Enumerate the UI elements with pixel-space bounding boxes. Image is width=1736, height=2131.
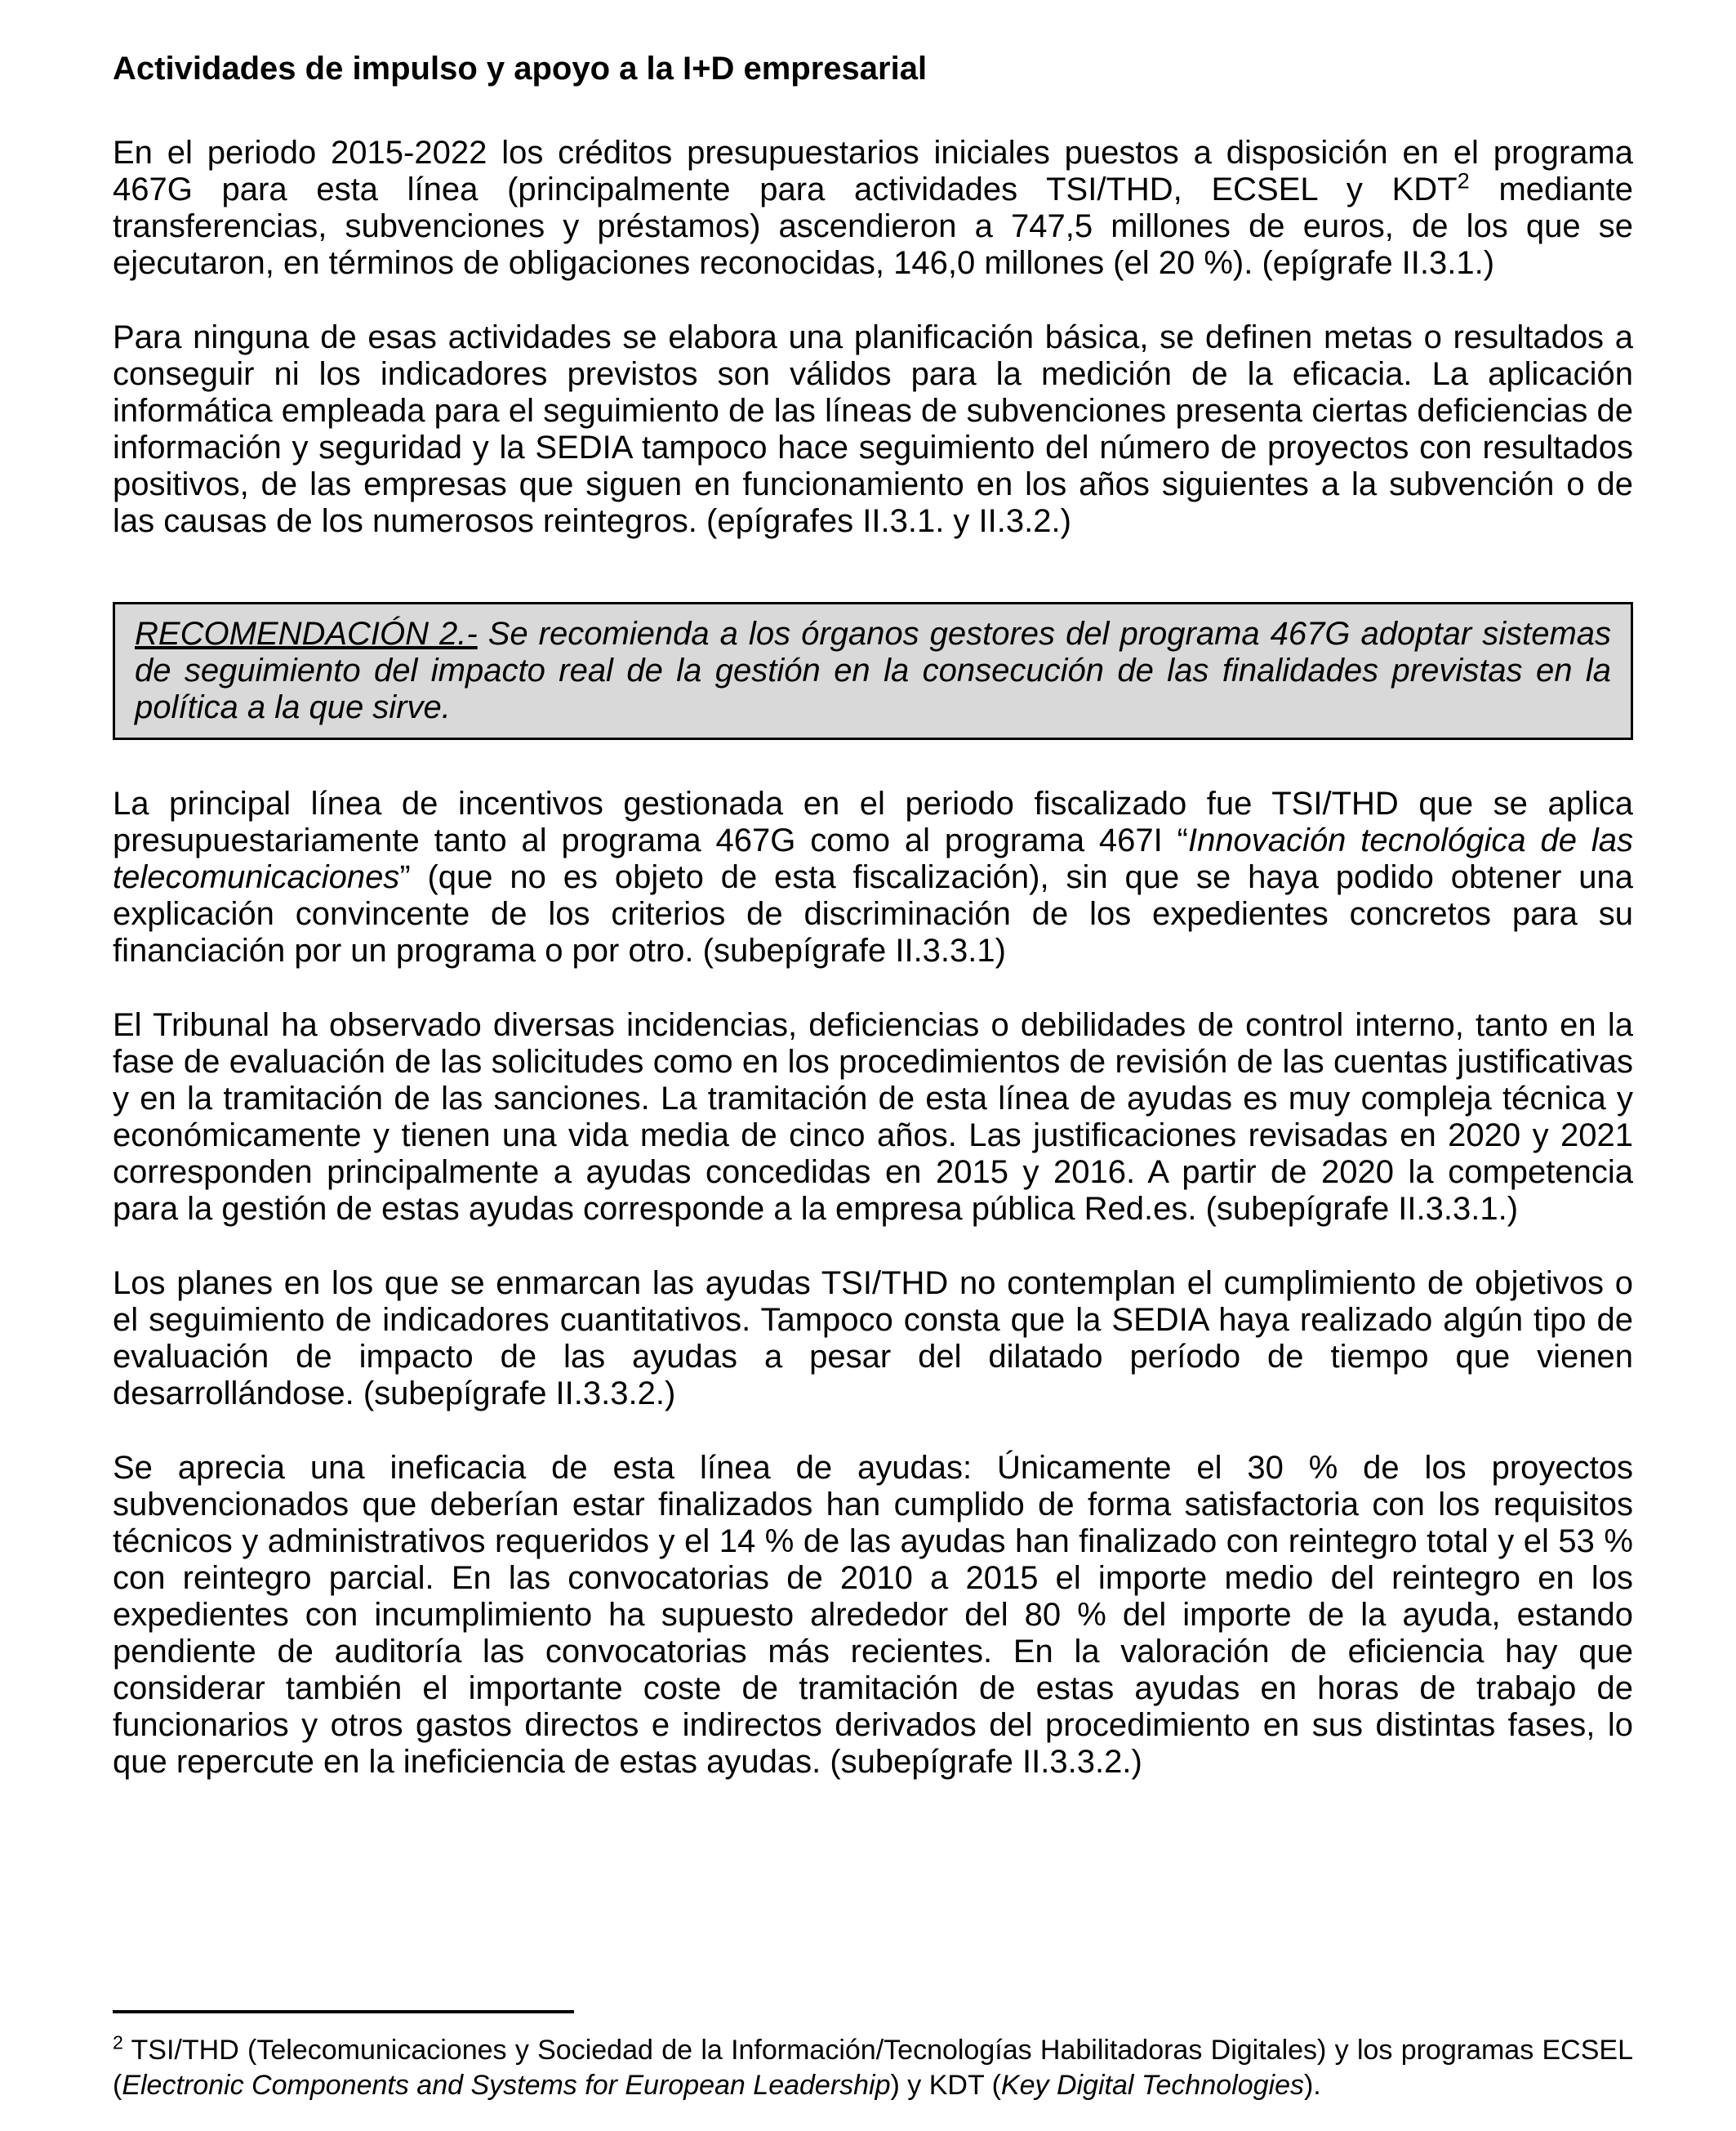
footnote-area [113,2010,1633,2103]
paragraph-tsi-thd-line: La principal línea de incentivos gestionada en el periodo fiscalizado fue TSI/THD que se aplica presupuestariamente tanto al programa 467G como al programa 467I “Innovación tecnológica de las telecomunicaciones” (que no es objeto de esta fiscalización), sin que se haya podido obtener una explicación convincente de los criterios de discriminación de los expedientes concretos para su financiación por un programa o por otro. (subepígrafe II.3.3.1) [113,786,1633,969]
paragraph-planning-deficiencies: Para ninguna de esas actividades se elabora una planificación básica, se definen metas o resultados a conseguir ni los indicadores previstos son válidos para la medición de la eficacia. La aplicación informática empleada para el seguimiento de las líneas de subvenciones presenta ciertas deficiencias de información y seguridad y la SEDIA tampoco hace seguimiento del número de proyectos con resultados positivos, de las empresas que siguen en funcionamiento en los años siguientes a la subvención o de las causas de los numerosos reintegros. (epígrafes II.3.1. y II.3.2.) [113,319,1633,539]
footnote-separator [113,2010,574,2013]
paragraph-budget-credits: En el periodo 2015-2022 los créditos presupuestarios iniciales puestos a disposición en el programa 467G para esta línea (principalmente para actividades TSI/THD, ECSEL y KDT$^2$ mediante transferencias, subvenciones y préstamos) ascendieron a 747,5 millones de euros, de los que se ejecutaron, en términos de obligaciones reconocidas, 146,0 millones (el 20 %). (epígrafe II.3.1.) [113,135,1633,281]
paragraph-internal-control: El Tribunal ha observado diversas incidencias, deficiencias o debilidades de control interno, tanto en la fase de evaluación de las solicitudes como en los procedimientos de revisión de las cuentas justificativas y en la tramitación de las sanciones. La tramitación de esta línea de ayudas es muy compleja técnica y económicamente y tienen una vida media de cinco años. Las justificaciones revisadas en 2020 y 2021 corresponden principalmente a ayudas concedidas en 2015 y 2016. A partir de 2020 la competencia para la gestión de estas ayudas corresponde a la empresa pública Red.es. (subepígrafe II.3.3.1.) [113,1007,1633,1227]
footnote-2: $^2$ TSI/THD (Telecomunicaciones y Sociedad de la Información/Tecnologías Habilitadoras Digitales) y los programas ECSEL (Electronic Components and Systems for European Leadership) y KDT (Key Digital Technologies). [113,2031,1633,2101]
paragraph-inefficiency-assessment: Se aprecia una ineficacia de esta línea de ayudas: Únicamente el 30 % de los proyectos subvencionados que deberían estar finalizados han cumplido de forma satisfactoria con los requisitos técnicos y administrativos requeridos y el 14 % de las ayudas han finalizado con reintegro total y el 53 % con reintegro parcial. En las convocatorias de 2010 a 2015 el importe medio del reintegro en los expedientes con incumplimiento ha supuesto alrededor del 80 % del importe de la ayuda, estando pendiente de auditoría las convocatorias más recientes. En la valoración de eficiencia hay que considerar también el importante coste de tramitación de estas ayudas en horas de trabajo de funcionarios y otros gastos directos e indirectos derivados del procedimiento en sus distintas fases, lo que repercute en la ineficiencia de estas ayudas. (subepígrafe II.3.3.2.) [113,1450,1633,1780]
recommendation-box [113,602,1633,740]
paragraph-plans-objectives: Los planes en los que se enmarcan las ayudas TSI/THD no contemplan el cumplimiento de objetivos o el seguimiento de indicadores cuantitativos. Tampoco consta que la SEDIA haya realizado algún tipo de evaluación de impacto de las ayudas a pesar del dilatado período de tiempo que vienen desarrollándose. (subepígrafe II.3.3.2.) [113,1265,1633,1411]
recommendation-text: RECOMENDACIÓN 2.- Se recomienda a los órganos gestores del programa 467G adoptar sistemas de seguimiento del impacto real de la gestión en la consecución de las finalidades previstas en la política a la que sirve. [135,616,1612,725]
page-title: Actividades de impulso y apoyo a la I+D empresarial [113,51,928,87]
